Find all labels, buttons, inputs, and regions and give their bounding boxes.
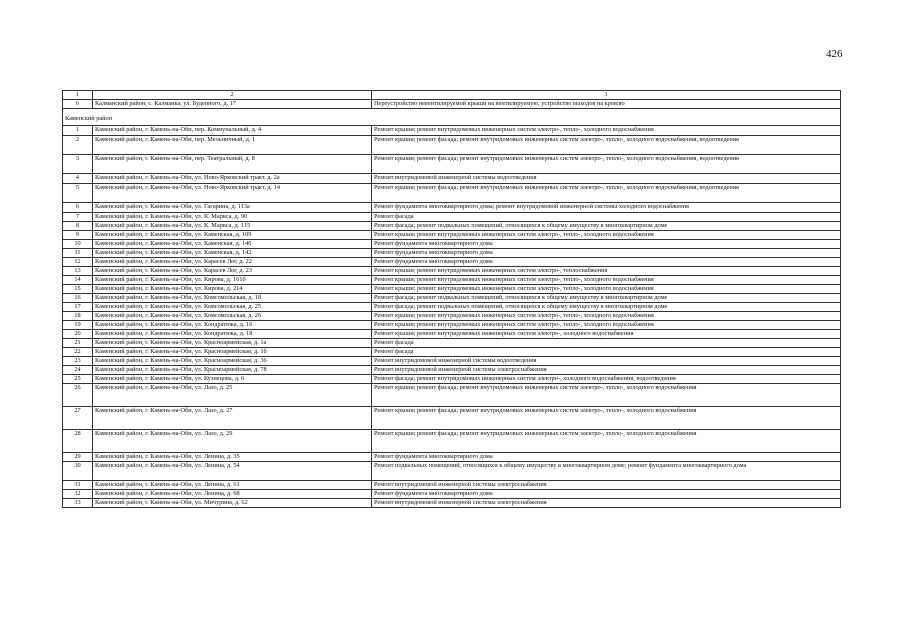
work-cell: Ремонт внутридомовой инженерной системы электроснабжения [372, 499, 841, 508]
work-cell: Ремонт фасада [372, 339, 841, 348]
address-cell: Каменский район, г. Камень-на-Оби, ул. Ново-Ярковский тракт, д. 14 [93, 184, 372, 203]
table-row [63, 213, 841, 222]
work-cell: Ремонт крыши; ремонт внутридомовых инженерных систем электро-, тепло-, холодного водоснабжения [372, 276, 841, 285]
address-cell: Каменский район, г. Камень-на-Оби, ул. Красноармейская, д. 1а [93, 339, 372, 348]
register-table [62, 90, 841, 508]
work-cell: Ремонт внутридомовой инженерной системы водоотведения [372, 174, 841, 184]
section-row [63, 109, 841, 126]
work-cell: Ремонт внутридомовой инженерной системы водоотведения [372, 357, 841, 366]
row-number-cell: 6 [63, 100, 93, 109]
address-cell: Каменский район, г. Камень-на-Оби, ул. Кирова, д. 161б [93, 276, 372, 285]
row-number-cell: 21 [63, 339, 93, 348]
table-row [63, 348, 841, 357]
address-cell: Каменский район, г. Камень-на-Оби, ул. Кузнецова, д. 6 [93, 375, 372, 384]
work-cell: Ремонт фундамента многоквартирного дома [372, 258, 841, 267]
work-cell: Ремонт фасада [372, 348, 841, 357]
table-row [63, 136, 841, 155]
address-cell: Каменский район, г. Камень-на-Оби, ул. Комсомольская, д. 26 [93, 312, 372, 321]
address-cell: Каменский район, г. Камень-на-Оби, ул. К. Маркса, д. 115 [93, 222, 372, 231]
address-cell: Каменский район, г. Камень-на-Оби, ул. Каменская, д. 109 [93, 231, 372, 240]
work-cell: Ремонт фасада; ремонт внутридомовых инженерных систем электро-, холодного водоснабжения, водоотведения [372, 375, 841, 384]
row-number-cell: 24 [63, 366, 93, 375]
row-number-cell: 12 [63, 258, 93, 267]
row-number-cell: 30 [63, 462, 93, 481]
row-number-cell: 7 [63, 213, 93, 222]
address-cell: Каменский район, г. Камень-на-Оби, ул. Ново-Ярковский тракт, д. 2а [93, 174, 372, 184]
row-number-cell: 29 [63, 453, 93, 462]
row-number-cell: 10 [63, 240, 93, 249]
address-cell: Каменский район, г. Камень-на-Оби, ул. Ленина, д. 35 [93, 453, 372, 462]
address-cell: Калманский район, с. Калманка, ул. Буденного, д. 17 [93, 100, 372, 109]
table-row [63, 481, 841, 490]
work-cell: Ремонт крыши; ремонт фасада; ремонт внутридомовых инженерных систем электро-, тепло-, холодного водоснабжения [372, 407, 841, 430]
table-row [63, 184, 841, 203]
table-row [63, 276, 841, 285]
address-cell: Каменский район, г. Камень-на-Оби, ул. Лазо, д. 25 [93, 384, 372, 407]
address-cell: Каменский район, г. Камень-на-Оби, ул. Комсомольская, д. 25 [93, 303, 372, 312]
work-cell: Ремонт крыши; ремонт фасада; ремонт внутридомовых инженерных систем электро-, тепло-, холодного водоснабжения, водоотведения [372, 136, 841, 155]
table-row [63, 375, 841, 384]
table-row [63, 453, 841, 462]
row-number-cell: 13 [63, 267, 93, 276]
row-number-cell: 2 [63, 136, 93, 155]
work-cell: Ремонт крыши; ремонт фасада; ремонт внутридомовых инженерных систем электро-, тепло-, холодного водоснабжения, водоотведения [372, 184, 841, 203]
table-row [63, 321, 841, 330]
work-cell: Ремонт фундамента многоквартирного дома [372, 240, 841, 249]
work-cell: Ремонт фасада [372, 213, 841, 222]
work-cell: Ремонт фундамента многоквартирного дома [372, 249, 841, 258]
table-row [63, 240, 841, 249]
address-cell: Каменский район, г. Камень-на-Оби, ул. Гагарина, д. 113а [93, 203, 372, 213]
address-cell: Каменский район, г. Камень-на-Оби, ул. Карасев Лог, д. 22 [93, 258, 372, 267]
table-row [63, 126, 841, 136]
work-cell: Ремонт фасада; ремонт подвальных помещений, относящихся к общему имуществу в многоквартирном доме [372, 294, 841, 303]
address-cell: Каменский район, г. Камень-на-Оби, ул. Красноармейская, д. 78 [93, 366, 372, 375]
work-cell: Ремонт фасада; ремонт подвальных помещений, относящихся к общему имуществу в многоквартирном доме [372, 222, 841, 231]
header-cell-work: 3 [372, 91, 841, 100]
address-cell: Каменский район, г. Камень-на-Оби, ул. Кондратюка, д. 16 [93, 321, 372, 330]
address-cell: Каменский район, г. Камень-на-Оби, ул. Каменская, д. 142 [93, 249, 372, 258]
row-number-cell: 22 [63, 348, 93, 357]
table-row [63, 490, 841, 499]
address-cell: Каменский район, г. Камень-на-Оби, ул. Каменская, д. 140 [93, 240, 372, 249]
address-cell: Каменский район, г. Камень-на-Оби, пер. Мельничный, д. 1 [93, 136, 372, 155]
address-cell: Каменский район, г. Камень-на-Оби, ул. Лазо, д. 27 [93, 407, 372, 430]
row-number-cell: 28 [63, 430, 93, 453]
work-cell: Ремонт крыши; ремонт фасада; ремонт внутридомовых инженерных систем электро-, тепло-, холодного водоснабжения [372, 384, 841, 407]
table-row [63, 100, 841, 109]
row-number-cell: 8 [63, 222, 93, 231]
address-cell: Каменский район, г. Камень-на-Оби, ул. Комсомольская, д. 18 [93, 294, 372, 303]
address-cell: Каменский район, г. Камень-на-Оби, ул. Красноармейская, д. 36 [93, 357, 372, 366]
address-cell: Каменский район, г. Камень-на-Оби, ул. Ленина, д. 68 [93, 490, 372, 499]
address-cell: Каменский район, г. Камень-на-Оби, ул. Красноармейская, д. 1б [93, 348, 372, 357]
work-cell: Ремонт крыши; ремонт внутридомовых инженерных систем электро-, тепло-, холодного водоснабжения [372, 126, 841, 136]
row-number-cell: 14 [63, 276, 93, 285]
table-row [63, 249, 841, 258]
work-cell: Ремонт крыши; ремонт внутридомовых инженерных систем электро-, тепло-, холодного водоснабжения [372, 231, 841, 240]
table-row [63, 366, 841, 375]
work-cell: Ремонт крыши; ремонт внутридомовых инженерных систем электро-, тепло-, холодного водоснабжения [372, 321, 841, 330]
work-cell: Ремонт крыши; ремонт фасада; ремонт внутридомовых инженерных систем электро-, тепло-, холодного водоснабжения [372, 430, 841, 453]
address-cell: Каменский район, г. Камень-на-Оби, ул. Ленина, д. 54 [93, 462, 372, 481]
row-number-cell: 26 [63, 384, 93, 407]
work-cell: Ремонт крыши; ремонт внутридомовых инженерных систем электро-, холодного водоснабжения [372, 330, 841, 339]
table-row [63, 499, 841, 508]
address-cell: Каменский район, г. Камень-на-Оби, ул. Карасев Лог, д. 23 [93, 267, 372, 276]
header-row [63, 91, 841, 100]
table-row [63, 312, 841, 321]
row-number-cell: 32 [63, 490, 93, 499]
table-row [63, 330, 841, 339]
work-cell: Ремонт внутридомовой инженерной системы электроснабжения [372, 481, 841, 490]
table-row [63, 174, 841, 184]
address-cell: Каменский район, г. Камень-на-Оби, ул. Ленина, д. 61 [93, 481, 372, 490]
work-cell: Переустройство невентилируемой крыши на вентилируемую, устройство выходов на кровлю [372, 100, 841, 109]
work-cell: Ремонт фасада; ремонт подвальных помещений, относящихся к общему имуществу в многоквартирном доме [372, 303, 841, 312]
row-number-cell: 3 [63, 155, 93, 174]
table-row [63, 203, 841, 213]
address-cell: Каменский район, г. Камень-на-Оби, ул. Мичурина, д. 62 [93, 499, 372, 508]
register-table-body [63, 91, 841, 508]
table-row [63, 258, 841, 267]
row-number-cell: 33 [63, 499, 93, 508]
section-title: Каменский район [63, 109, 841, 126]
row-number-cell: 16 [63, 294, 93, 303]
table-row [63, 285, 841, 294]
header-cell-address: 2 [93, 91, 372, 100]
table-row [63, 155, 841, 174]
work-cell: Ремонт крыши; ремонт внутридомовых инженерных систем электро-, тепло-, холодного водоснабжения [372, 285, 841, 294]
table-row [63, 339, 841, 348]
work-cell: Ремонт фундамента многоквартирного дома [372, 490, 841, 499]
table-row [63, 462, 841, 481]
row-number-cell: 18 [63, 312, 93, 321]
row-number-cell: 25 [63, 375, 93, 384]
row-number-cell: 9 [63, 231, 93, 240]
row-number-cell: 31 [63, 481, 93, 490]
work-cell: Ремонт фундамента многоквартирного дома [372, 453, 841, 462]
row-number-cell: 27 [63, 407, 93, 430]
row-number-cell: 15 [63, 285, 93, 294]
header-cell-number: 1 [63, 91, 93, 100]
row-number-cell: 17 [63, 303, 93, 312]
address-cell: Каменский район, г. Камень-на-Оби, пер. Коммунальный, д. 4 [93, 126, 372, 136]
table-row [63, 407, 841, 430]
table-row [63, 303, 841, 312]
address-cell: Каменский район, г. Камень-на-Оби, ул. Кирова, д. 214 [93, 285, 372, 294]
work-cell: Ремонт крыши; ремонт внутридомовых инженерных систем электро-, тепло-, холодного водоснабжения [372, 312, 841, 321]
address-cell: Каменский район, г. Камень-на-Оби, ул. Кондратюка, д. 18 [93, 330, 372, 339]
table-row [63, 430, 841, 453]
row-number-cell: 4 [63, 174, 93, 184]
address-cell: Каменский район, г. Камень-на-Оби, пер. Театральный, д. 8 [93, 155, 372, 174]
address-cell: Каменский район, г. Камень-на-Оби, ул. К. Маркса, д. 90 [93, 213, 372, 222]
work-cell: Ремонт крыши; ремонт внутридомовых инженерных систем электро-, теплоснабжения [372, 267, 841, 276]
work-cell: Ремонт внутридомовой инженерной системы электроснабжения [372, 366, 841, 375]
work-cell: Ремонт фундамента многоквартирного дома; ремонт внутридомовой инженерной системы холодного водоснабжения [372, 203, 841, 213]
table-row [63, 267, 841, 276]
row-number-cell: 5 [63, 184, 93, 203]
row-number-cell: 6 [63, 203, 93, 213]
page-number: 426 [826, 48, 843, 60]
table-row [63, 384, 841, 407]
address-cell: Каменский район, г. Камень-на-Оби, ул. Лазо, д. 29 [93, 430, 372, 453]
work-cell: Ремонт крыши; ремонт фасада; ремонт внутридомовых инженерных систем электро-, тепло-, холодного водоснабжения, водоотведения [372, 155, 841, 174]
work-cell: Ремонт подвальных помещений, относящихся к общему имуществу в многоквартирном доме; ремонт фундамента многоквартирного дома [372, 462, 841, 481]
table-row [63, 222, 841, 231]
row-number-cell: 19 [63, 321, 93, 330]
row-number-cell: 20 [63, 330, 93, 339]
row-number-cell: 23 [63, 357, 93, 366]
table-row [63, 294, 841, 303]
row-number-cell: 11 [63, 249, 93, 258]
row-number-cell: 1 [63, 126, 93, 136]
table-row [63, 231, 841, 240]
table-row [63, 357, 841, 366]
